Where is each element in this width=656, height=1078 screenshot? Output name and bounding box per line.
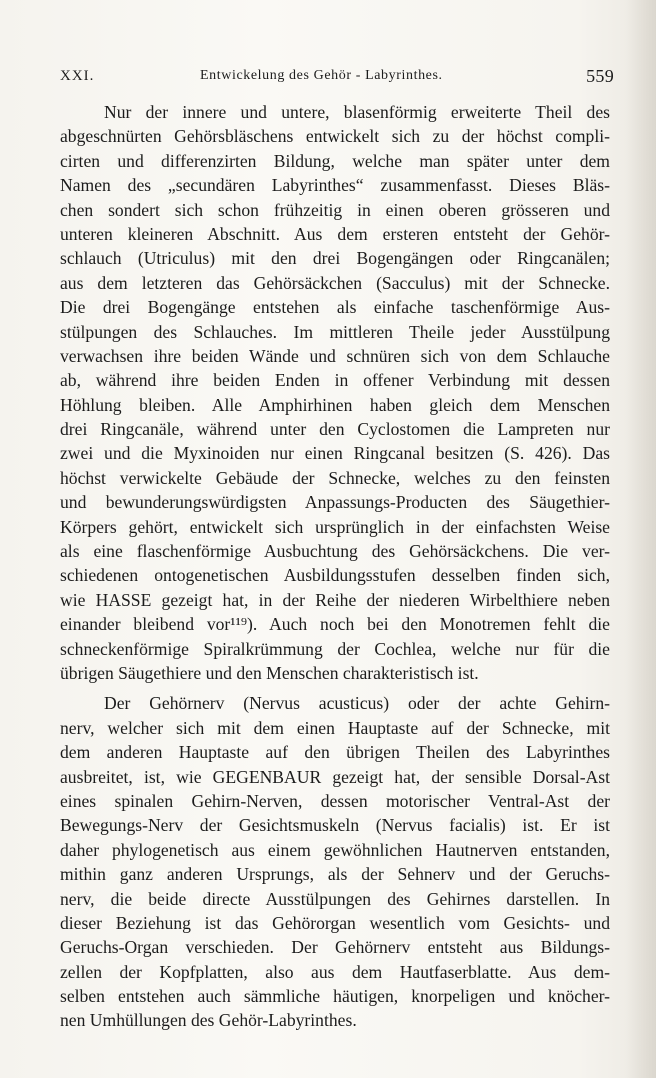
text-line: selben entstehen auch sämmliche häutigen, knorpeligen und knöcher-: [60, 986, 610, 1007]
text-line: höchst verwickelte Gebäude der Schnecke, welches zu den feinsten: [60, 467, 610, 488]
text-line: zwei und die Myxinoiden nur einen Ringcanal besitzen (S. 426). Das: [60, 443, 610, 464]
text-line: dem anderen Hauptaste auf den übrigen Theilen des Labyrinthes: [60, 742, 610, 763]
text-line: drei Ringcanäle, während unter den Cyclostomen die Lampreten nur: [60, 419, 610, 440]
text-line: eines spinalen Gehirn-Nerven, dessen motorischer Ventral-Ast der: [60, 790, 610, 811]
text-line: verwachsen ihre beiden Wände und schnüren sich von dem Schlauche: [60, 345, 610, 366]
page-header: [60, 66, 630, 92]
running-title: Entwickelung des Gehör - Labyrinthes.: [200, 68, 443, 83]
text-line: schneckenförmige Spiralkrümmung der Cochlea, welche nur für die: [60, 638, 610, 659]
text-line: und bewunderungswürdigsten Anpassungs-Producten des Säugethier-: [60, 492, 610, 513]
text-line: nerv, die beide directe Ausstülpungen des Gehirnes darstellen. In: [60, 888, 610, 909]
text-line: ab, während ihre beiden Enden in offener Verbindung mit dessen: [60, 370, 610, 391]
text-line: stülpungen des Schlauches. Im mittleren Theile jeder Ausstülpung: [60, 321, 610, 342]
text-line: nen Umhüllungen des Gehör-Labyrinthes.: [60, 1010, 357, 1031]
text-line: wie HASSE gezeigt hat, in der Reihe der niederen Wirbelthiere neben: [60, 589, 610, 610]
text-line: nerv, welcher sich mit dem einen Hauptaste auf der Schnecke, mit: [60, 717, 610, 738]
text-line: schlauch (Utriculus) mit den drei Bogengängen oder Ringcanälen;: [60, 248, 610, 269]
body-text: [60, 100, 610, 1033]
text-line: cirten und differenzirten Bildung, welche man später unter dem: [60, 150, 610, 171]
text-line: Bewegungs-Nerv der Gesichtsmuskeln (Nervus facialis) ist. Er ist: [60, 815, 610, 836]
text-line: abgeschnürten Gehörsbläschens entwickelt sich zu der höchst compli-: [60, 126, 610, 147]
text-line: Der Gehörnerv (Nervus acusticus) oder der achte Gehirn-: [104, 693, 610, 714]
text-line: Körpers gehört, entwickelt sich ursprünglich in der einfachsten Weise: [60, 516, 610, 537]
text-line: übrigen Säugethiere und den Menschen charakteristisch ist.: [60, 662, 479, 683]
text-line: zellen der Kopfplatten, also aus dem Hautfaserblatte. Aus dem-: [60, 961, 610, 982]
text-line: dieser Beziehung ist das Gehörorgan wesentlich vom Gesichts- und: [60, 912, 610, 933]
text-line: Nur der innere und untere, blasenförmig erweiterte Theil des: [104, 102, 610, 122]
chapter-number: XXI.: [60, 68, 95, 84]
text-line: daher phylogenetisch aus einem gewöhnlichen Hautnerven entstanden,: [60, 839, 610, 860]
text-line: schiedenen ontogenetischen Ausbildungsstufen desselben finden sich,: [60, 565, 610, 586]
text-line: unteren kleineren Abschnitt. Aus dem ersteren entsteht der Gehör-: [60, 223, 610, 244]
text-line: chen sondert sich schon frühzeitig in einen oberen grösseren und: [60, 199, 610, 220]
text-line: Namen des „secundären Labyrinthes“ zusammenfasst. Dieses Bläs-: [60, 175, 610, 196]
text-line: mithin ganz anderen Ursprungs, als der Sehnerv und der Geruchs-: [60, 864, 610, 885]
text-line: als eine flaschenförmige Ausbuchtung des Gehörsäckchens. Die ver-: [60, 541, 610, 562]
text-line: Höhlung bleiben. Alle Amphirhinen haben gleich dem Menschen: [60, 394, 610, 415]
page-edge-shadow: [626, 0, 656, 1078]
text-line: Die drei Bogengänge entstehen als einfache taschenförmige Aus-: [60, 297, 610, 318]
text-line: einander bleibend vor¹¹⁹). Auch noch bei den Monotremen fehlt die: [60, 614, 610, 635]
text-line: Geruchs-Organ verschieden. Der Gehörnerv entsteht aus Bildungs-: [60, 937, 610, 958]
page-number: 559: [586, 66, 614, 86]
text-line: aus dem letzteren das Gehörsäckchen (Sacculus) mit der Schnecke.: [60, 272, 610, 293]
text-line: ausbreitet, ist, wie GEGENBAUR gezeigt hat, der sensible Dorsal-Ast: [60, 766, 610, 787]
